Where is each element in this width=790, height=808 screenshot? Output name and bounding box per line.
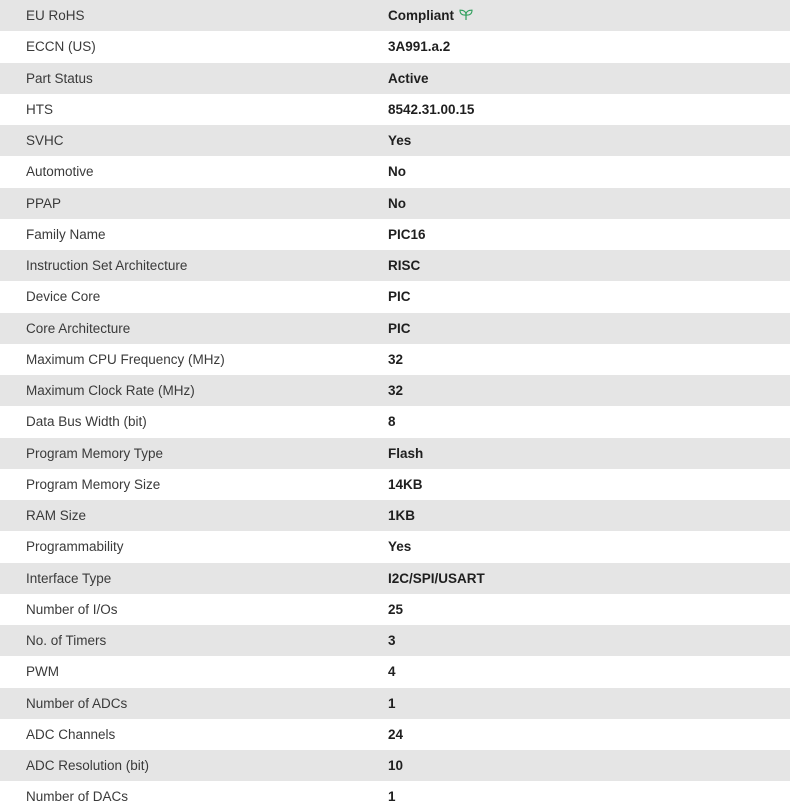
- spec-value: PIC: [388, 289, 411, 305]
- spec-row-family-name: [0, 219, 790, 250]
- leaf-icon: [459, 9, 473, 21]
- spec-value: PIC: [388, 320, 411, 336]
- spec-label: RAM Size: [26, 508, 87, 524]
- spec-label: Maximum Clock Rate (MHz): [26, 383, 195, 399]
- spec-label: Automotive: [26, 164, 94, 180]
- spec-label: Family Name: [26, 226, 106, 242]
- spec-row-automotive: [0, 156, 790, 187]
- spec-label: Number of ADCs: [26, 695, 128, 711]
- spec-label: HTS: [26, 101, 53, 117]
- spec-label: Instruction Set Architecture: [26, 258, 188, 274]
- spec-row-data-bus-width: [0, 406, 790, 437]
- spec-value: I2C/SPI/USART: [388, 570, 485, 586]
- spec-label: Maximum CPU Frequency (MHz): [26, 351, 225, 367]
- spec-label: ADC Resolution (bit): [26, 758, 150, 774]
- spec-row-max-cpu-frequency: [0, 344, 790, 375]
- spec-row-eccn: [0, 31, 790, 62]
- spec-value: PIC16: [388, 226, 426, 242]
- spec-value: Flash: [388, 445, 424, 461]
- spec-value: No: [388, 164, 406, 180]
- spec-value-cell: [388, 0, 790, 31]
- spec-row-number-of-ios: [0, 594, 790, 625]
- spec-value: 1KB: [388, 508, 416, 524]
- spec-row-adc-resolution: [0, 750, 790, 781]
- spec-row-ram-size: [0, 500, 790, 531]
- spec-value: No: [388, 195, 406, 211]
- spec-value: Yes: [388, 539, 412, 555]
- spec-label: Part Status: [26, 70, 93, 86]
- spec-value: 25: [388, 601, 404, 617]
- spec-label: Data Bus Width (bit): [26, 414, 147, 430]
- spec-row-interface-type: [0, 563, 790, 594]
- spec-value: 32: [388, 383, 404, 399]
- spec-value: Compliant: [388, 8, 454, 24]
- spec-row-max-clock-rate: [0, 375, 790, 406]
- spec-label: ECCN (US): [26, 39, 96, 55]
- spec-row-part-status: [0, 63, 790, 94]
- spec-row-number-of-adcs: [0, 688, 790, 719]
- spec-label: PPAP: [26, 195, 62, 211]
- spec-value: 1: [388, 789, 396, 805]
- spec-value: 8542.31.00.15: [388, 101, 475, 117]
- spec-row-hts: [0, 94, 790, 125]
- spec-label: Interface Type: [26, 570, 112, 586]
- spec-row-number-of-timers: [0, 625, 790, 656]
- spec-value: 3: [388, 633, 396, 649]
- spec-row-program-memory-size: [0, 469, 790, 500]
- spec-value: RISC: [388, 258, 421, 274]
- spec-row-number-of-dacs: [0, 781, 790, 808]
- spec-value: 10: [388, 758, 404, 774]
- spec-row-ppap: [0, 188, 790, 219]
- spec-value: 4: [388, 664, 396, 680]
- spec-value: 32: [388, 351, 404, 367]
- spec-row-isa: [0, 250, 790, 281]
- spec-value: 1: [388, 695, 396, 711]
- spec-row-program-memory-type: [0, 438, 790, 469]
- spec-label: Device Core: [26, 289, 101, 305]
- spec-label: Programmability: [26, 539, 124, 555]
- spec-label: PWM: [26, 664, 59, 680]
- spec-value: 14KB: [388, 476, 423, 492]
- spec-label: SVHC: [26, 133, 64, 149]
- spec-label: ADC Channels: [26, 726, 116, 742]
- spec-label: No. of Timers: [26, 633, 107, 649]
- spec-label: Number of I/Os: [26, 601, 118, 617]
- spec-value: 24: [388, 726, 404, 742]
- spec-row-pwm: [0, 656, 790, 687]
- spec-label: Core Architecture: [26, 320, 131, 336]
- spec-label: EU RoHS: [26, 8, 85, 24]
- spec-row-device-core: [0, 281, 790, 312]
- spec-label: Number of DACs: [26, 789, 129, 805]
- spec-row-core-architecture: [0, 313, 790, 344]
- spec-value: 8: [388, 414, 396, 430]
- spec-label: Program Memory Size: [26, 476, 161, 492]
- spec-value: 3A991.a.2: [388, 39, 451, 55]
- spec-row-programmability: [0, 531, 790, 562]
- spec-row-eu-rohs: [0, 0, 790, 31]
- spec-label: Program Memory Type: [26, 445, 164, 461]
- spec-row-svhc: [0, 125, 790, 156]
- spec-row-adc-channels: [0, 719, 790, 750]
- spec-value: Yes: [388, 133, 412, 149]
- spec-value: Active: [388, 70, 429, 86]
